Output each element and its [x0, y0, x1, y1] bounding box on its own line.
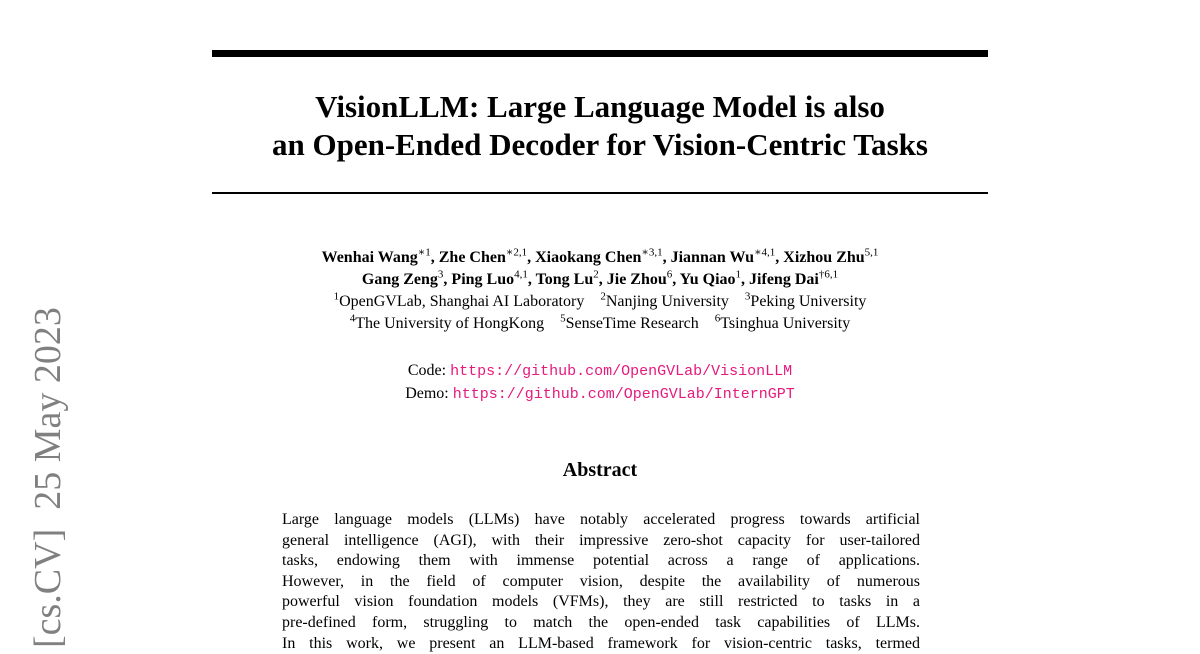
affiliation: $^5$SenseTime Research: [560, 312, 699, 332]
affiliation-line-2: [212, 313, 988, 335]
author: Jie Zhou$^6$,: [606, 268, 680, 288]
code-link-line: [212, 360, 988, 383]
affiliation: $^2$Nanjing University: [600, 290, 729, 310]
abstract-heading: Abstract: [562, 459, 638, 481]
author-block: [212, 247, 988, 335]
title-top-rule: [212, 50, 988, 57]
author: Zhe Chen$^{∗2,1}$,: [438, 246, 536, 266]
code-label: Code:: [407, 362, 447, 379]
affiliation: $^3$Peking University: [744, 290, 867, 310]
code-url-link[interactable]: https://github.com/OpenGVLab/VisionLLM: [450, 363, 793, 380]
abstract-line: However, in the field of computer vision, despite the availability of numerous: [282, 572, 920, 590]
abstract-line: pre-defined form, struggling to match the open-ended task capabilities of LLMs.: [282, 613, 920, 631]
affiliation: $^6$Tsinghua University: [714, 312, 851, 332]
demo-url-link[interactable]: https://github.com/OpenGVLab/InternGPT: [452, 386, 795, 403]
abstract-body: [282, 510, 920, 654]
affiliation-line-1: [212, 291, 988, 313]
arxiv-stamp: [cs.CV] 25 May 2023: [27, 307, 69, 648]
author-line-2: [212, 269, 988, 291]
abstract-line: powerful vision foundation models (VFMs), they are still restricted to tasks in a: [282, 593, 920, 611]
author: Jifeng Dai$^{\dagger 6,1}$: [749, 268, 839, 288]
author: Tong Lu$^2$,: [535, 268, 607, 288]
affiliation: $^4$The University of HongKong: [349, 312, 545, 332]
title-line-2: an Open-Ended Decoder for Vision-Centric Tasks: [272, 127, 928, 162]
abstract-line: general intelligence (AGI), with their impressive zero-shot capacity for user-tailored: [282, 531, 920, 549]
paper-title: [212, 88, 988, 164]
author-line-1: [212, 247, 988, 269]
abstract-line: In this work, we present an LLM-based framework for vision-centric tasks, termed: [282, 634, 920, 652]
author: Wenhai Wang$^{∗1}$,: [321, 246, 439, 266]
author: Xizhou Zhu$^{5,1}$: [783, 246, 879, 266]
author: Gang Zeng$^3$,: [361, 268, 452, 288]
author: Yu Qiao$^1$,: [679, 268, 750, 288]
demo-label: Demo:: [405, 385, 449, 402]
author: Xiaokang Chen$^{∗3,1}$,: [535, 246, 671, 266]
author: Jiannan $Wu^{∗4,1}$,: [670, 246, 784, 266]
title-line-1: VisionLLM: Large Language Model is also: [315, 89, 885, 124]
author: Ping Luo$^{4,1}$,: [451, 268, 536, 288]
demo-link-line: [212, 383, 988, 406]
abstract-line: Large language models (LLMs) have notably accelerated progress towards artificial: [282, 511, 920, 528]
code-links: [212, 360, 988, 406]
abstract-line: tasks, endowing them with immense potential across a range of applications.: [282, 552, 920, 570]
affiliation: $^1$OpenGVLab, Shanghai AI Laboratory: [333, 290, 585, 310]
title-bottom-rule: [212, 192, 988, 194]
